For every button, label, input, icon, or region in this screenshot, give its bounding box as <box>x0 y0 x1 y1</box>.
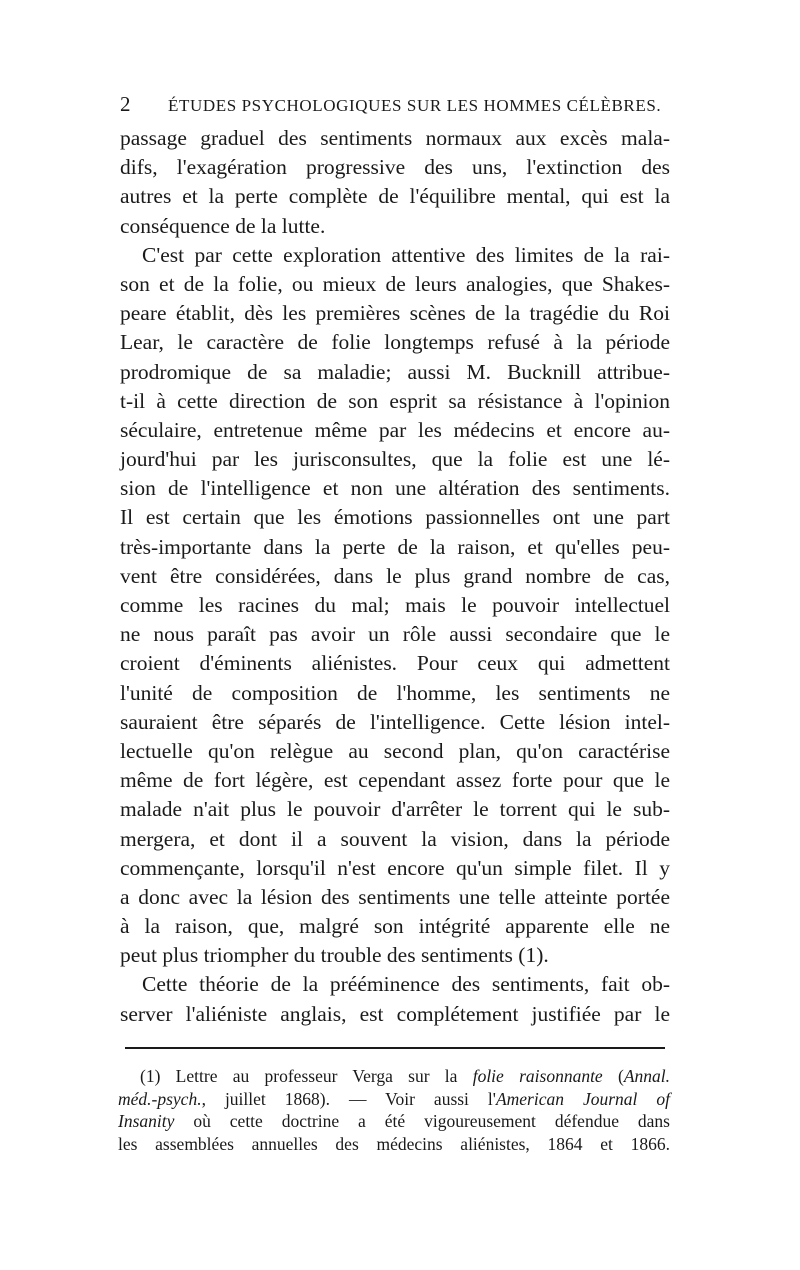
page-number: 2 <box>120 92 132 116</box>
paragraph-end-line: conséquence de la lutte. <box>120 213 326 238</box>
footnote-text: (1) Lettre au professeur Verga sur la <box>140 1066 473 1086</box>
text-line: t-il à cette direction de son esprit sa résistance à l'opinion <box>120 388 670 413</box>
footnote-italic: folie raisonnante <box>472 1066 603 1086</box>
text-line: sion de l'intelligence et non une altération des sentiments. <box>120 476 670 501</box>
footnote-italic: méd.-psych. <box>118 1088 202 1109</box>
text-line: a donc avec la lésion des sentiments une telle atteinte portée <box>120 884 670 909</box>
footnote-italic: Insanity <box>118 1111 175 1131</box>
text-line: comme les racines du mal; mais le pouvoir intellectuel <box>120 593 670 617</box>
text-line: difs, l'exagération progressive des uns, l'extinction des <box>120 155 670 180</box>
paragraph-end-line: peut plus triompher du trouble des sentiments (1). <box>120 943 549 968</box>
text-line: ne nous paraît pas avoir un rôle aussi secondaire que le <box>120 622 670 647</box>
text-line: l'unité de composition de l'homme, les sentiments ne <box>120 680 670 705</box>
footnote-text: ( <box>602 1066 624 1086</box>
text-line: server l'aliéniste anglais, est complétement justifiée par le <box>120 1001 670 1026</box>
text-line: son et de la folie, ou mieux de leurs analogies, que Shakes- <box>120 271 670 296</box>
footnote-italic: Annal. <box>623 1066 670 1086</box>
footnote-line: les assemblées annuelles des médecins aliénistes, 1864 et 1866. <box>118 1133 670 1154</box>
text-line: sauraient être séparés de l'intelligence. Cette lésion intel- <box>120 709 670 734</box>
text-line: séculaire, entretenue même par les médecins et encore au- <box>120 417 670 442</box>
text-line: Il est certain que les émotions passionnelles ont une part <box>120 505 670 530</box>
text-line: lectuelle qu'on relègue au second plan, qu'on caractérise <box>120 738 670 763</box>
text-line: commençante, lorsqu'il n'est encore qu'un simple filet. Il y <box>120 855 670 880</box>
text-line: mergera, et dont il a souvent la vision, dans la période <box>120 826 670 851</box>
paragraph-start-line: Cette théorie de la prééminence des sentiments, fait ob- <box>142 972 670 997</box>
footnote <box>118 1065 670 1155</box>
page-header <box>120 92 670 118</box>
text-line: prodromique de sa maladie; aussi M. Bucknill attribue- <box>120 359 670 384</box>
footnote-text: , juillet 1868). — Voir aussi l' <box>201 1088 496 1109</box>
paragraph-start-line: C'est par cette exploration attentive des limites de la rai- <box>142 242 670 267</box>
text-line: malade n'ait plus le pouvoir d'arrêter le torrent qui le sub- <box>120 797 670 822</box>
text-line: même de fort légère, est cependant assez forte pour que le <box>120 768 670 793</box>
body-text <box>120 124 670 1029</box>
footnote-text: où cette doctrine a été vigoureusement défendue dans <box>174 1111 670 1131</box>
footnote-rule <box>125 1047 665 1049</box>
footnote-line <box>118 1065 670 1088</box>
text-line: autres et la perte complète de l'équilibre mental, qui est la <box>120 184 670 209</box>
footnote-line <box>118 1110 670 1133</box>
footnote-line <box>118 1088 670 1111</box>
text-line: peare établit, dès les premières scènes de la tragédie du Roi <box>120 301 670 326</box>
text-line: à la raison, que, malgré son intégrité apparente elle ne <box>120 914 670 939</box>
text-line: Lear, le caractère de folie longtemps refusé à la période <box>120 330 670 355</box>
running-head: ÉTUDES PSYCHOLOGIQUES SUR LES HOMMES CÉLÈBRES. <box>168 96 662 115</box>
text-line: très-importante dans la perte de la raison, et qu'elles peu- <box>120 534 670 559</box>
text-line: croient d'éminents aliénistes. Pour ceux qui admettent <box>120 651 670 676</box>
footnote-italic: American Journal of <box>495 1088 670 1109</box>
text-line: jourd'hui par les jurisconsultes, que la folie est une lé- <box>120 447 670 472</box>
text-line: vent être considérées, dans le plus grand nombre de cas, <box>120 563 670 588</box>
text-line: passage graduel des sentiments normaux aux excès mala- <box>120 126 670 150</box>
